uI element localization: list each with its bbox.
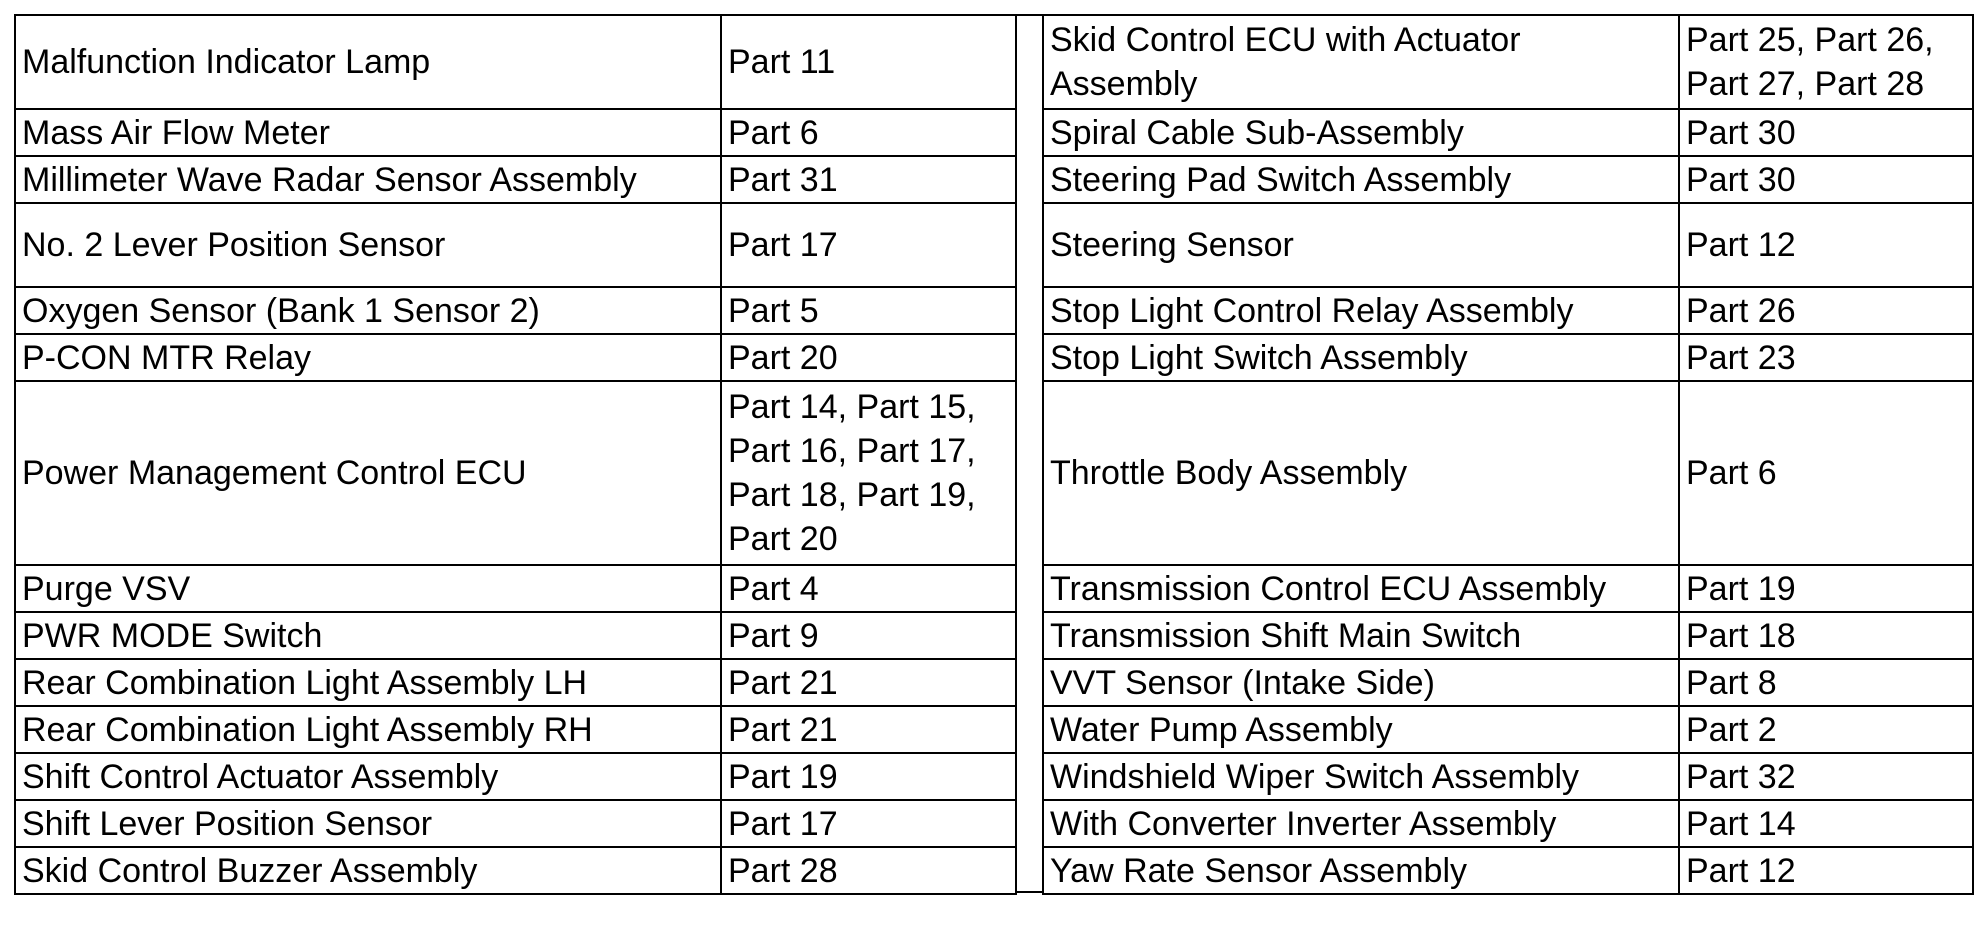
part-location-cell	[1679, 706, 1973, 753]
component-name-line: Assembly	[1050, 65, 1198, 103]
part-location-line: Part 31	[728, 160, 838, 199]
part-location-cell	[721, 612, 1016, 659]
part-location-line: Part 6	[728, 113, 819, 152]
component-name-cell	[15, 612, 721, 659]
table-row	[15, 381, 1016, 565]
component-name-line: Millimeter Wave Radar Sensor Assembly	[22, 160, 637, 199]
part-location-line: Part 20	[728, 520, 838, 558]
component-name-line: Purge VSV	[22, 569, 191, 608]
component-name-cell	[15, 287, 721, 334]
part-location-line: Part 19	[728, 757, 838, 796]
part-location-line: Part 14	[1686, 804, 1796, 843]
component-name-cell	[15, 659, 721, 706]
component-name-cell	[1043, 847, 1679, 894]
component-name-cell	[15, 800, 721, 847]
component-name-line: Mass Air Flow Meter	[22, 113, 330, 152]
table-row	[1043, 800, 1973, 847]
component-name-line: Skid Control ECU with Actuator	[1050, 21, 1521, 59]
part-location-cell	[721, 800, 1016, 847]
table-row	[15, 109, 1016, 156]
component-name-line: VVT Sensor (Intake Side)	[1050, 663, 1435, 702]
component-name-line: Skid Control Buzzer Assembly	[22, 851, 478, 890]
part-location-line: Part 4	[728, 569, 819, 608]
component-name-cell	[15, 156, 721, 203]
part-location-cell	[721, 847, 1016, 894]
component-name-line: Steering Sensor	[1050, 226, 1294, 264]
component-name-line: P-CON MTR Relay	[22, 338, 312, 377]
part-location-line: Part 20	[728, 338, 838, 377]
part-location-line: Part 18, Part 19,	[728, 476, 976, 514]
table-row	[15, 15, 1016, 109]
component-name-line: Stop Light Control Relay Assembly	[1050, 291, 1574, 330]
table-row	[1043, 287, 1973, 334]
part-location-cell	[1679, 381, 1973, 565]
part-location-cell	[1679, 565, 1973, 612]
component-name-cell	[1043, 753, 1679, 800]
part-location-cell	[721, 706, 1016, 753]
part-location-line: Part 2	[1686, 710, 1777, 749]
part-location-line: Part 11	[728, 43, 836, 81]
part-location-cell	[1679, 109, 1973, 156]
part-location-line: Part 23	[1686, 338, 1796, 377]
table-row	[1043, 659, 1973, 706]
component-name-line: Throttle Body Assembly	[1050, 454, 1408, 492]
table-row	[1043, 706, 1973, 753]
table-row	[1043, 156, 1973, 203]
part-location-cell	[721, 659, 1016, 706]
component-name-line: Shift Lever Position Sensor	[22, 804, 433, 843]
component-name-cell	[15, 334, 721, 381]
component-name-cell	[1043, 15, 1679, 109]
table-row	[1043, 847, 1973, 894]
table-row	[15, 847, 1016, 894]
table-row	[1043, 381, 1973, 565]
component-name-cell	[1043, 381, 1679, 565]
part-location-line: Part 30	[1686, 113, 1796, 152]
part-location-line: Part 17	[728, 226, 838, 264]
part-location-line: Part 18	[1686, 616, 1796, 655]
component-name-line: With Converter Inverter Assembly	[1050, 804, 1557, 843]
part-location-line: Part 25, Part 26,	[1686, 21, 1934, 59]
part-location-line: Part 9	[728, 616, 819, 655]
part-location-cell	[1679, 753, 1973, 800]
component-name-cell	[15, 381, 721, 565]
part-location-cell	[721, 565, 1016, 612]
part-location-line: Part 8	[1686, 663, 1777, 702]
table-row	[15, 706, 1016, 753]
part-location-line: Part 21	[728, 710, 838, 749]
part-location-cell	[1679, 612, 1973, 659]
component-name-cell	[1043, 659, 1679, 706]
table-row	[15, 565, 1016, 612]
part-location-line: Part 26	[1686, 291, 1796, 330]
table-row	[15, 800, 1016, 847]
component-name-cell	[1043, 156, 1679, 203]
part-location-line: Part 5	[728, 291, 819, 330]
component-name-cell	[15, 753, 721, 800]
part-location-line: Part 12	[1686, 851, 1796, 890]
left-table-body	[15, 15, 1016, 894]
part-location-line: Part 30	[1686, 160, 1796, 199]
part-location-line: Part 16, Part 17,	[728, 432, 976, 470]
part-location-line: Part 27, Part 28	[1686, 65, 1925, 103]
component-name-line: Shift Control Actuator Assembly	[22, 757, 499, 796]
part-location-line: Part 28	[728, 851, 838, 890]
component-name-line: Windshield Wiper Switch Assembly	[1050, 757, 1580, 796]
component-name-cell	[1043, 800, 1679, 847]
component-name-line: Malfunction Indicator Lamp	[22, 43, 431, 81]
right-table-body	[1043, 15, 1973, 894]
part-location-cell	[1679, 203, 1973, 287]
component-name-cell	[15, 15, 721, 109]
component-name-line: No. 2 Lever Position Sensor	[22, 226, 446, 264]
table-row	[1043, 334, 1973, 381]
component-name-line: Transmission Shift Main Switch	[1050, 616, 1522, 655]
table-row	[1043, 565, 1973, 612]
table-row	[15, 287, 1016, 334]
table-row	[1043, 15, 1973, 109]
component-name-cell	[15, 706, 721, 753]
part-location-cell	[1679, 847, 1973, 894]
component-name-cell	[1043, 706, 1679, 753]
component-name-cell	[1043, 109, 1679, 156]
part-location-line: Part 21	[728, 663, 838, 702]
part-location-line: Part 6	[1686, 454, 1777, 492]
table-row	[15, 659, 1016, 706]
component-name-cell	[15, 565, 721, 612]
component-name-line: Power Management Control ECU	[22, 454, 527, 492]
component-name-line: Water Pump Assembly	[1050, 710, 1393, 749]
component-name-line: Rear Combination Light Assembly LH	[22, 663, 588, 702]
component-name-cell	[1043, 287, 1679, 334]
component-name-line: Oxygen Sensor (Bank 1 Sensor 2)	[22, 291, 540, 330]
table-divider	[1015, 14, 1042, 893]
part-location-cell	[1679, 659, 1973, 706]
component-name-cell	[15, 203, 721, 287]
part-location-cell	[1679, 334, 1973, 381]
component-name-cell	[1043, 565, 1679, 612]
part-location-line: Part 19	[1686, 569, 1796, 608]
part-location-line: Part 14, Part 15,	[728, 388, 976, 426]
table-row	[1043, 753, 1973, 800]
part-location-cell	[721, 287, 1016, 334]
part-location-cell	[721, 381, 1016, 565]
left-parts-table	[14, 14, 1017, 895]
part-location-line: Part 32	[1686, 757, 1796, 796]
table-row	[1043, 612, 1973, 659]
part-location-cell	[1679, 156, 1973, 203]
part-location-line: Part 17	[728, 804, 838, 843]
table-row	[15, 334, 1016, 381]
part-location-cell	[721, 15, 1016, 109]
part-location-cell	[1679, 15, 1973, 109]
component-name-line: Rear Combination Light Assembly RH	[22, 710, 593, 749]
part-location-cell	[721, 753, 1016, 800]
part-location-cell	[721, 109, 1016, 156]
component-name-line: PWR MODE Switch	[22, 616, 323, 655]
right-parts-table	[1042, 14, 1974, 895]
component-name-line: Yaw Rate Sensor Assembly	[1050, 851, 1467, 890]
component-name-cell	[15, 847, 721, 894]
part-location-cell	[721, 156, 1016, 203]
part-location-cell	[1679, 287, 1973, 334]
component-name-line: Steering Pad Switch Assembly	[1050, 160, 1512, 199]
table-row	[1043, 203, 1973, 287]
component-name-line: Stop Light Switch Assembly	[1050, 338, 1468, 377]
component-name-line: Spiral Cable Sub-Assembly	[1050, 113, 1464, 152]
table-row	[1043, 109, 1973, 156]
component-name-cell	[1043, 334, 1679, 381]
component-name-cell	[1043, 203, 1679, 287]
component-name-cell	[15, 109, 721, 156]
part-location-line: Part 12	[1686, 226, 1796, 264]
table-row	[15, 612, 1016, 659]
part-location-cell	[721, 203, 1016, 287]
part-location-cell	[721, 334, 1016, 381]
component-name-cell	[1043, 612, 1679, 659]
component-name-line: Transmission Control ECU Assembly	[1050, 569, 1607, 608]
part-location-cell	[1679, 800, 1973, 847]
table-row	[15, 156, 1016, 203]
table-row	[15, 753, 1016, 800]
table-row	[15, 203, 1016, 287]
